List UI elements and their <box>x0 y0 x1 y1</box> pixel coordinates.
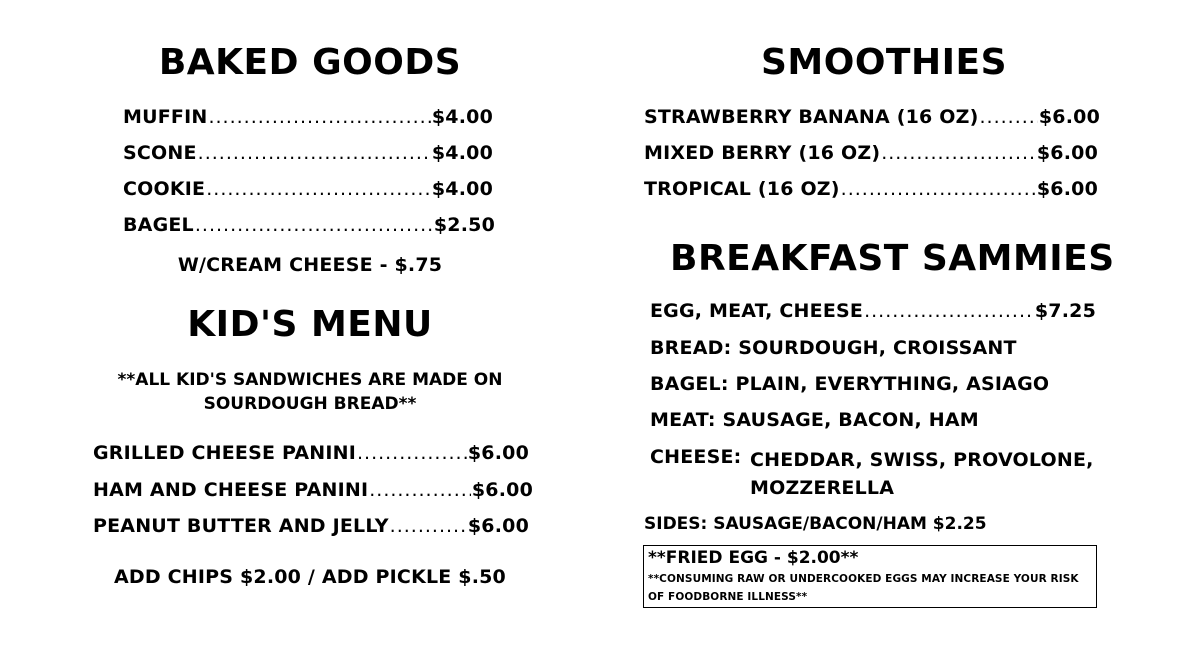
option-label: BREAD: <box>650 337 732 359</box>
sides-line: SIDES: SAUSAGE/BACON/HAM $2.25 <box>644 514 987 534</box>
item-price: $6.00 <box>1038 106 1100 128</box>
option-value: PLAIN, EVERYTHING, ASIAGO <box>735 373 1050 395</box>
kids-menu-note-line1: **ALL KID'S SANDWICHES ARE MADE ON <box>117 370 503 390</box>
kids-menu-note-line2: SOURDOUGH BREAD** <box>203 394 417 414</box>
option-value: CHEDDAR, SWISS, PROVOLONE, <box>750 449 1094 471</box>
item-name: TROPICAL (16 OZ) <box>644 178 840 200</box>
option-meat <box>650 409 979 431</box>
dot-leader <box>864 300 1034 322</box>
breakfast-sammies-title: BREAKFAST SAMMIES <box>670 238 1115 279</box>
menu-item <box>123 106 493 128</box>
smoothies-title: SMOOTHIES <box>760 42 1008 83</box>
warning-line2: OF FOODBORNE ILLNESS** <box>648 591 808 603</box>
item-name: BAGEL <box>123 214 194 236</box>
option-value: SAUSAGE, BACON, HAM <box>722 409 979 431</box>
item-price: $4.00 <box>431 106 493 128</box>
menu-item <box>93 442 529 464</box>
option-label: MEAT: <box>650 409 716 431</box>
item-name: MUFFIN <box>123 106 208 128</box>
item-price: $6.00 <box>1036 178 1098 200</box>
baked-goods-title: BAKED GOODS <box>158 42 462 83</box>
option-cheese-value <box>750 446 1094 502</box>
dot-leader <box>208 106 430 128</box>
dot-leader <box>881 142 1036 164</box>
item-price: $6.00 <box>467 515 529 537</box>
dot-leader <box>357 442 467 464</box>
item-price: $6.00 <box>467 442 529 464</box>
menu-item <box>644 142 1098 164</box>
item-price: $6.00 <box>1036 142 1098 164</box>
kids-menu-note <box>90 368 530 416</box>
item-name: STRAWBERRY BANANA (16 OZ) <box>644 106 979 128</box>
kids-menu-title: KID'S MENU <box>187 304 433 345</box>
menu-item <box>123 178 493 200</box>
dot-leader <box>198 142 431 164</box>
item-price: $6.00 <box>471 479 533 501</box>
menu-item <box>644 178 1098 200</box>
egg-notice-box <box>643 545 1097 608</box>
item-price: $4.00 <box>431 142 493 164</box>
menu-item <box>123 142 493 164</box>
item-name: MIXED BERRY (16 OZ) <box>644 142 881 164</box>
option-cheese-label: CHEESE: <box>650 446 742 468</box>
option-value: SOURDOUGH, CROISSANT <box>738 337 1017 359</box>
option-bagel <box>650 373 1049 395</box>
item-name: GRILLED CHEESE PANINI <box>93 442 356 464</box>
option-value-line2: MOZZERELLA <box>750 477 895 499</box>
menu-item <box>650 300 1096 322</box>
item-price: $4.00 <box>431 178 493 200</box>
item-name: COOKIE <box>123 178 206 200</box>
item-name: PEANUT BUTTER AND JELLY <box>93 515 389 537</box>
menu-item <box>644 106 1100 128</box>
dot-leader <box>980 106 1038 128</box>
item-price: $7.25 <box>1034 300 1096 322</box>
dot-leader <box>390 515 467 537</box>
menu-item <box>93 515 529 537</box>
menu-item <box>93 479 533 501</box>
option-label: BAGEL: <box>650 373 729 395</box>
dot-leader <box>841 178 1036 200</box>
dot-leader <box>195 214 433 236</box>
dot-leader <box>369 479 471 501</box>
cream-cheese-addon: W/CREAM CHEESE - $.75 <box>177 254 443 276</box>
kids-menu-extras: ADD CHIPS $2.00 / ADD PICKLE $.50 <box>114 566 506 588</box>
option-bread <box>650 337 1017 359</box>
menu-item <box>123 214 495 236</box>
dot-leader <box>206 178 431 200</box>
warning-line1: **CONSUMING RAW OR UNDERCOOKED EGGS MAY INCREASE YOUR RISK <box>648 573 1079 585</box>
item-name: HAM AND CHEESE PANINI <box>93 479 369 501</box>
fried-egg-line: **FRIED EGG - $2.00** <box>648 548 859 568</box>
item-name: SCONE <box>123 142 197 164</box>
item-name: EGG, MEAT, CHEESE <box>650 300 864 322</box>
item-price: $2.50 <box>433 214 495 236</box>
